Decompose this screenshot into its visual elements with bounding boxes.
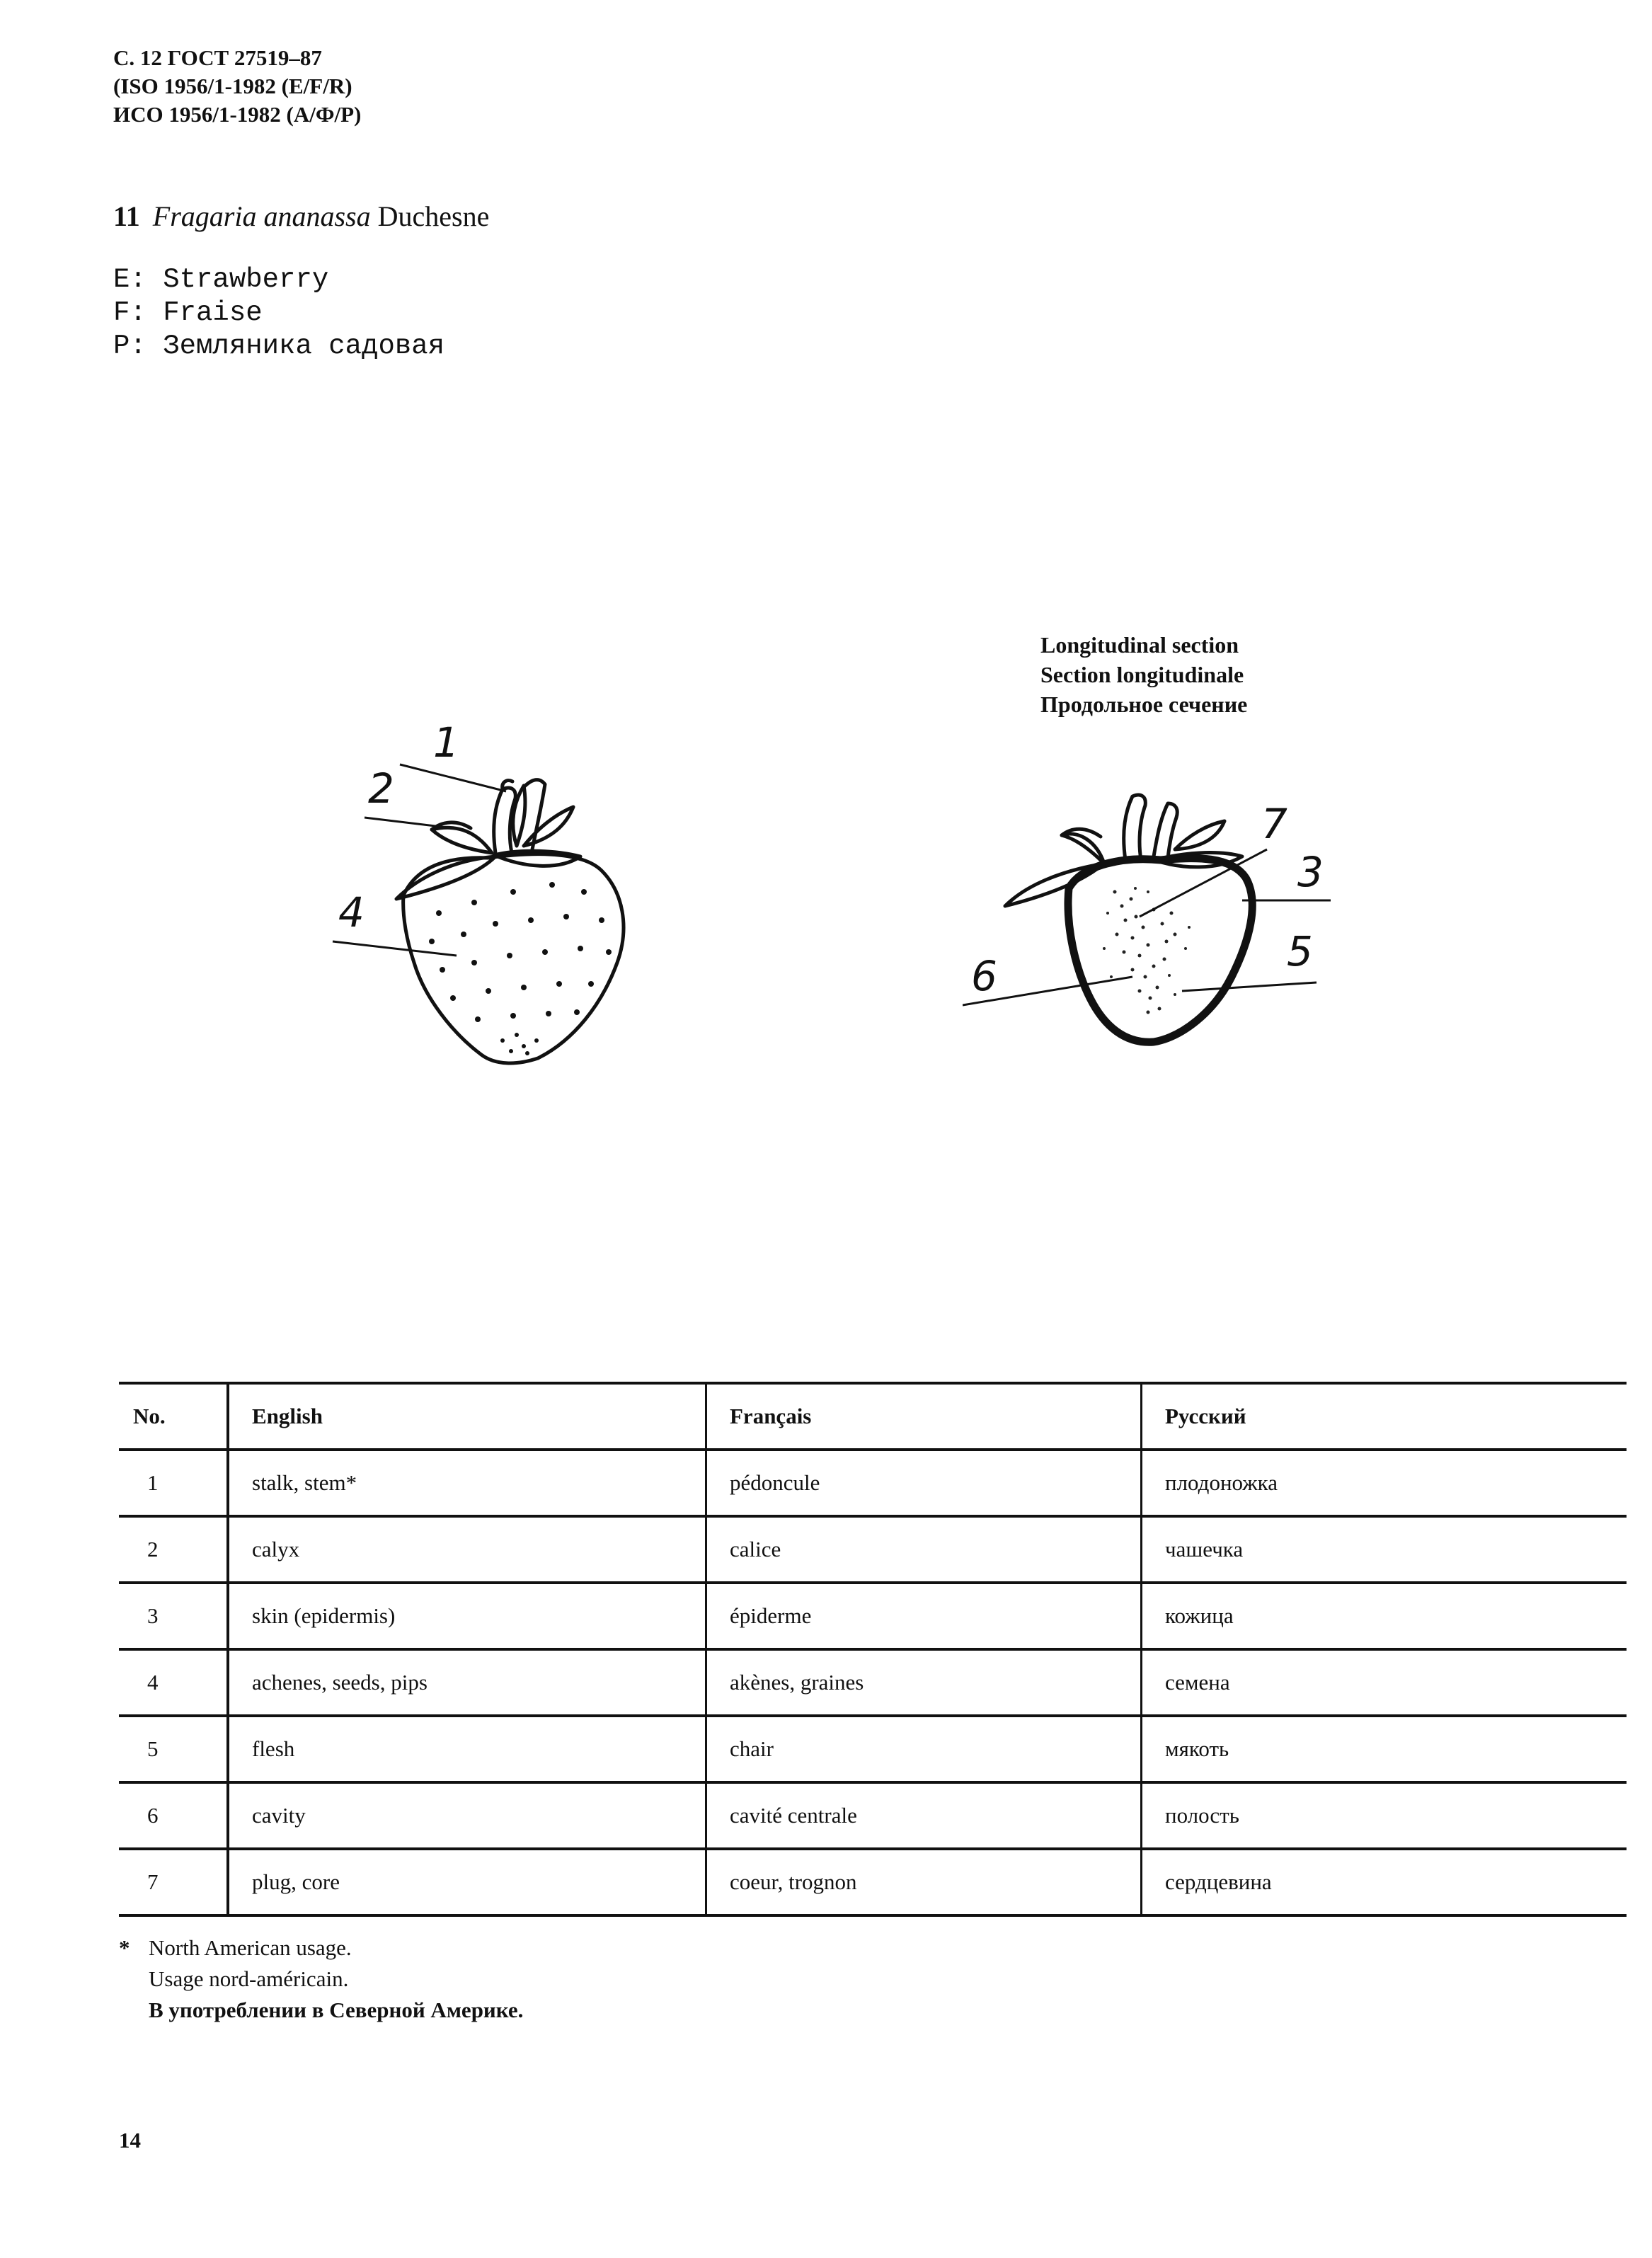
header-french: Français [706, 1383, 1142, 1450]
row-number: 3 [119, 1583, 228, 1649]
header-iso-ru: ИСО 1956/1-1982 (А/Ф/Р) [113, 102, 362, 127]
figure-label-1: 1 [433, 718, 459, 767]
header-russian: Русский [1142, 1383, 1627, 1450]
figure-label-3: 3 [1297, 848, 1324, 896]
term-russian: плодоножка [1142, 1450, 1627, 1516]
term-russian: семена [1142, 1649, 1627, 1716]
header-standard: С. 12 ГОСТ 27519–87 [113, 45, 322, 70]
figure-label-5: 5 [1287, 927, 1313, 975]
common-names [113, 263, 444, 363]
species-author: Duchesne [377, 200, 490, 232]
term-russian: сердцевина [1142, 1849, 1627, 1915]
table-row [119, 1583, 1627, 1649]
term-french: akènes, graines [706, 1649, 1142, 1716]
header-iso: (ISO 1956/1-1982 (E/F/R) [113, 74, 352, 98]
table-row [119, 1649, 1627, 1716]
footnote-russian: В употреблении в Северной Америке. [149, 1998, 524, 2022]
term-french: calice [706, 1516, 1142, 1583]
common-name-english: E: Strawberry [113, 264, 329, 295]
header-no: No. [119, 1383, 228, 1450]
term-french: chair [706, 1716, 1142, 1782]
table-row [119, 1849, 1627, 1915]
strawberry-section-illustration [963, 764, 1359, 1076]
term-english: stalk, stem* [228, 1450, 706, 1516]
footnote-asterisk: * [119, 1935, 130, 1960]
term-french: cavité centrale [706, 1782, 1142, 1849]
figure-label-2: 2 [368, 764, 394, 813]
section-caption-fr: Section longitudinale [1040, 662, 1244, 687]
table-row [119, 1782, 1627, 1849]
row-number: 7 [119, 1849, 228, 1915]
species-latin-name: Fragaria ananassa [152, 200, 371, 232]
row-number: 2 [119, 1516, 228, 1583]
section-caption-ru: Продольное сечение [1040, 692, 1248, 717]
term-french: épiderme [706, 1583, 1142, 1649]
page-number: 14 [119, 2128, 141, 2153]
row-number: 6 [119, 1782, 228, 1849]
figure-label-6: 6 [971, 952, 997, 1000]
row-number: 1 [119, 1450, 228, 1516]
common-name-french: F: Fraise [113, 297, 263, 328]
species-title [113, 200, 489, 233]
term-french: pédoncule [706, 1450, 1142, 1516]
term-english: calyx [228, 1516, 706, 1583]
table-row [119, 1516, 1627, 1583]
header-english: English [228, 1383, 706, 1450]
strawberry-whole-illustration [311, 708, 679, 1076]
document-header [113, 44, 361, 129]
term-english: skin (epidermis) [228, 1583, 706, 1649]
table-header-row [119, 1383, 1627, 1450]
footnote-english: North American usage. [149, 1935, 352, 1960]
footnote-french: Usage nord-américain. [149, 1966, 349, 1991]
section-caption [1040, 630, 1247, 719]
figure-label-7: 7 [1261, 800, 1287, 848]
term-russian: чашечка [1142, 1516, 1627, 1583]
figure-label-4: 4 [338, 888, 365, 936]
term-english: flesh [228, 1716, 706, 1782]
term-russian: кожица [1142, 1583, 1627, 1649]
row-number: 4 [119, 1649, 228, 1716]
section-caption-en: Longitudinal section [1040, 632, 1239, 658]
term-english: plug, core [228, 1849, 706, 1915]
species-number: 11 [113, 200, 140, 232]
common-name-russian: P: Земляника садовая [113, 331, 445, 362]
table-row [119, 1450, 1627, 1516]
row-number: 5 [119, 1716, 228, 1782]
term-french: coeur, trognon [706, 1849, 1142, 1915]
term-russian: мякоть [1142, 1716, 1627, 1782]
term-english: cavity [228, 1782, 706, 1849]
footnote [119, 1932, 523, 2026]
terms-table [119, 1382, 1627, 1917]
term-russian: полость [1142, 1782, 1627, 1849]
term-english: achenes, seeds, pips [228, 1649, 706, 1716]
table-row [119, 1716, 1627, 1782]
